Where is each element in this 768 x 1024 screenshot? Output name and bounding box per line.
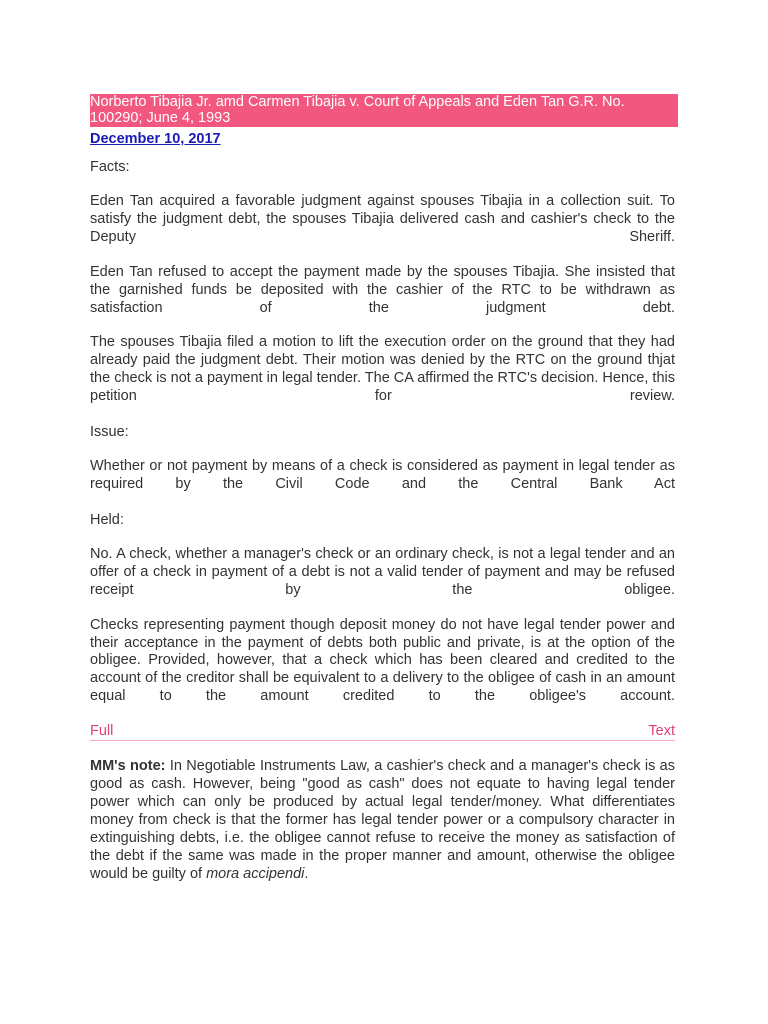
- facts-heading: Facts:: [90, 159, 130, 175]
- held-heading: Held:: [90, 511, 124, 528]
- held-paragraph-1: No. A check, whether a manager's check or an ordinary check, is not a legal tender and an offer of a check in payment of a debt is not a valid tender of payment and may be refused receipt by the obligee.: [90, 545, 675, 598]
- held-paragraph-2: Checks representing payment though deposit money do not have legal tender power and their acceptance in the payment of debts both public and private, is at the option of the obligee. Provided, however, that a check which has been cleared and credited to the account of the creditor shall be equivalent to a delivery to the obligee of cash in an amount equal to the amount credited to the obligee's account.: [90, 616, 675, 705]
- document-body: [90, 94, 675, 883]
- mm-note-italic-term: mora accipendi: [206, 865, 305, 882]
- facts-paragraph-3: The spouses Tibajia filed a motion to lift the execution order on the ground that they had already paid the judgment debt. Their motion was denied by the RTC on the ground thjat the check is not a payment in legal tender. The CA affirmed the RTC's decision. Hence, this petition for review.: [90, 334, 675, 405]
- full-text-link[interactable]: [90, 723, 675, 741]
- facts-paragraph-2: Eden Tan refused to accept the payment made by the spouses Tibajia. She insisted that the garnished funds be deposited with the cashier of the RTC to be withdrawn as satisfaction of the judgment debt.: [90, 263, 675, 316]
- mm-note-body: In Negotiable Instruments Law, a cashier's check and a manager's check is as good as cash. However, being "good as cash" does not equate to having legal tender power which can only be produced by actual legal tender/money. What differentiates money from check is that the former has legal tender power or a compulsory character in extinguishing debts, i.e. the obligee cannot refuse to receive the money as satisfaction of the debt if the same was made in the proper manner and amount, otherwise the obligee would be guilty of: [90, 758, 675, 882]
- case-title: Norberto Tibajia Jr. amd Carmen Tibajia v. Court of Appeals and Eden Tan G.R. No. 100290; June 4, 1993: [90, 94, 678, 127]
- facts-paragraph-1: Eden Tan acquired a favorable judgment against spouses Tibajia in a collection suit. To satisfy the judgment debt, the spouses Tibajia delivered cash and cashier's check to the Deputy Sheriff.: [90, 193, 675, 245]
- full-text-link-word-full[interactable]: Full: [90, 723, 114, 740]
- post-date-link[interactable]: December 10, 2017: [90, 131, 221, 147]
- full-text-link-word-text[interactable]: Text: [648, 723, 675, 740]
- mm-note-paragraph: [90, 758, 675, 883]
- issue-heading: Issue:: [90, 424, 129, 441]
- mm-note-label: MM's note:: [90, 758, 166, 775]
- mm-note-end: .: [304, 865, 309, 882]
- issue-paragraph: Whether or not payment by means of a check is considered as payment in legal tender as required by the Civil Code and the Central Bank Act: [90, 458, 675, 492]
